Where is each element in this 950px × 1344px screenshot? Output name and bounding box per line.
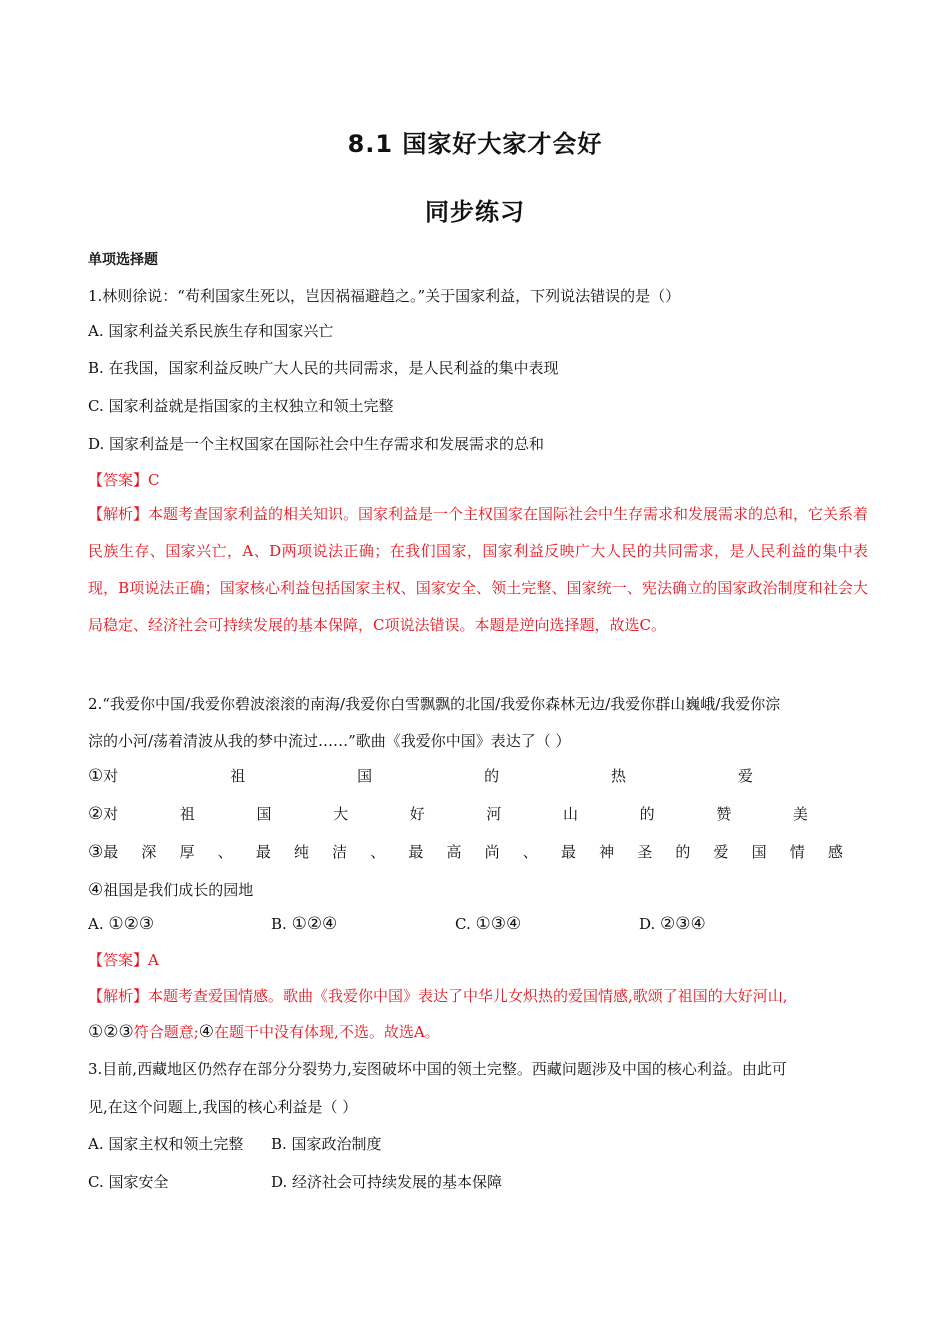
q2-item-char: 祖 [230,767,246,785]
q2-item-char: 的 [484,767,500,785]
q2-item-2-num: ② [88,804,104,824]
q2-item-3-num: ③ [88,842,104,862]
q2-choice-b-nums: ①②④ [291,914,338,934]
q2-item-char: 国 [357,767,373,785]
q2-item-char: 国 [751,843,767,861]
q2-analysis-text-b: 在题干中没有体现,不选。故选A。 [214,1023,440,1041]
q2-item-3 [88,842,843,862]
q2-item-char: 赞 [716,805,732,823]
q2-analysis-nums: ①②③ [88,1022,134,1042]
q2-item-char: 大 [333,805,349,823]
q2-item-char: 神 [599,843,615,861]
q2-item-char: 热 [611,767,627,785]
q2-item-char: 最 [408,843,424,861]
q3-choice-a: A. 国家主权和领土完整 [88,1135,244,1153]
q2-item-char: 纯 [293,843,309,861]
q2-item-char: 洁 [332,843,348,861]
q2-choice-d-letter: D. [639,915,656,933]
q2-choice-c-nums: ①③④ [475,914,522,934]
q2-choice-b [271,914,337,934]
q2-item-char: 最 [255,843,271,861]
q2-analysis-num4: ④ [198,1022,215,1042]
q1-option-d: D. 国家利益是一个主权国家在国际社会中生存需求和发展需求的总和 [88,435,545,453]
q2-item-char: 好 [409,805,425,823]
q3-stem-line2: 见,在这个问题上,我国的核心利益是（ ） [88,1098,358,1116]
q2-item-char: 、 [217,843,233,861]
q1-option-b: B. 在我国，国家利益反映广大人民的共同需求，是人民利益的集中表现 [88,359,559,377]
q2-item-char: 爱 [737,767,753,785]
q2-stem-line1: 2.“我爱你中国/我爱你碧波滚滚的南海/我爱你白雪飘飘的北国/我爱你森林无边/我爱你群山巍峨/我爱你淙 [88,695,781,713]
q1-stem: 1.林则徐说：“苟利国家生死以，岂因祸福避趋之。”关于国家利益，下列说法错误的是（） [88,287,681,305]
q2-item-char: 对 [103,805,119,823]
q1-answer: 【答案】C [88,471,160,489]
q2-item-char: 尚 [484,843,500,861]
q2-analysis-text-a: 符合题意; [133,1023,199,1041]
q2-item-1 [88,766,753,786]
q2-answer: 【答案】A [88,951,159,969]
q2-item-1-num: ① [88,766,104,786]
q2-choice-a [88,914,154,934]
page-subtitle: 同步练习 [425,198,525,226]
q2-item-char: 山 [563,805,579,823]
q2-item-4-text: 祖国是我们成长的园地 [103,881,254,899]
q3-choice-b: B. 国家政治制度 [271,1135,382,1153]
page-title: 8.1 国家好大家才会好 [347,130,603,158]
q2-item-char: 对 [103,767,119,785]
q2-item-char: 圣 [637,843,653,861]
q2-item-4-num: ④ [88,880,104,900]
q2-item-char: 高 [446,843,462,861]
q2-item-char: 最 [560,843,576,861]
q2-item-char: 的 [639,805,655,823]
q2-item-char: 美 [792,805,808,823]
q2-item-char: 爱 [713,843,729,861]
q2-choice-a-nums: ①②③ [108,914,155,934]
q2-item-lead [88,804,118,824]
q2-item-char: 最 [103,843,119,861]
q2-item-char: 国 [256,805,272,823]
q2-item-char: 的 [675,843,691,861]
q2-item-char: 感 [827,843,843,861]
q2-choice-c [455,914,521,934]
q2-analysis-line2 [88,1022,878,1042]
q2-choice-d [639,914,706,934]
q2-item-char: 厚 [179,843,195,861]
q2-choice-c-letter: C. [455,915,471,933]
q2-choice-a-letter: A. [88,915,104,933]
q3-choice-c: C. 国家安全 [88,1173,169,1191]
q1-option-c: C. 国家利益就是指国家的主权独立和领土完整 [88,397,394,415]
q2-analysis-line1: 【解析】本题考查爱国情感。歌曲《我爱你中国》表达了中华儿女炽热的爱国情感,歌颂了祖国的大好河山, [88,987,788,1005]
q1-option-a: A. 国家利益关系民族生存和国家兴亡 [88,322,334,340]
q2-item-2 [88,804,808,824]
q2-item-char: 祖 [179,805,195,823]
q2-item-char: 河 [486,805,502,823]
q2-choice-b-letter: B. [271,915,287,933]
q2-item-char: 、 [370,843,386,861]
q2-item-4 [88,880,878,900]
q3-stem-line1: 3.目前,西藏地区仍然存在部分分裂势力,妄图破坏中国的领土完整。西藏问题涉及中国的核心利益。由此可 [88,1060,787,1078]
q3-choice-d: D. 经济社会可持续发展的基本保障 [271,1173,503,1191]
q2-item-lead [88,766,118,786]
q2-item-char: 、 [522,843,538,861]
q2-item-lead [88,842,118,862]
q2-stem-line2: 淙的小河/荡着清波从我的梦中流过‥‥‥”歌曲《我爱你中国》表达了（ ） [88,732,571,750]
section-label: 单项选择题 [88,252,158,268]
q2-item-char: 情 [789,843,805,861]
q2-choice-d-nums: ②③④ [660,914,706,934]
q1-analysis: 【解析】本题考查国家利益的相关知识。国家利益是一个主权国家在国际社会中生存需求和发展需求的总和，它关系着民族生存、国家兴亡，A、D两项说法正确；在我们国家，国家利益反映广大人民的共同需求，是人民利益的集中表现，B项说法正确；国家核心利益包括国家主权、国家安全、领土完整、国家统一、宪法确立的国家政治制度和社会大局稳定、经济社会可持续发展的基本保障，C项说法错误。本题是逆向选择题，故选C。 [88,505,869,634]
q2-item-char: 深 [141,843,157,861]
